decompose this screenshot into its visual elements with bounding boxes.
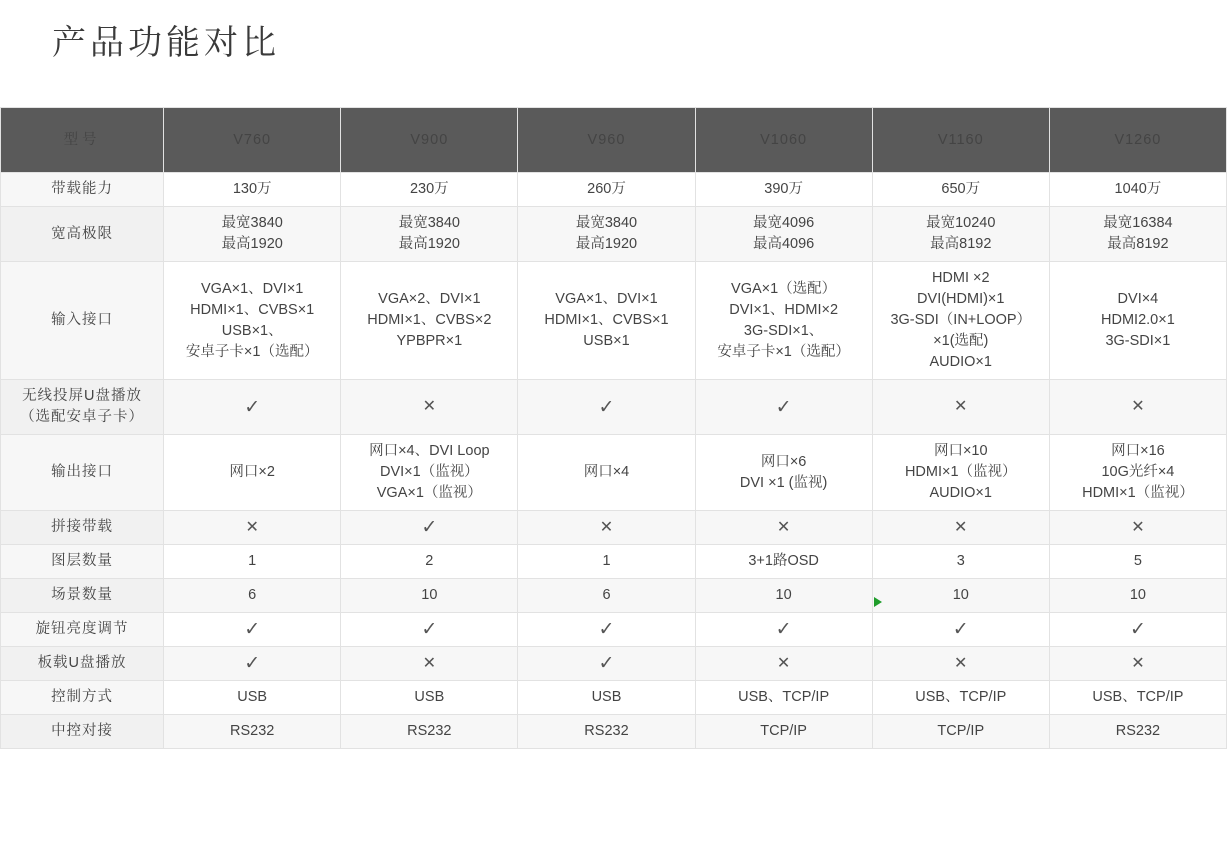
table-cell: 网口×16 10G光纤×4 HDMI×1（监视） (1049, 435, 1226, 511)
table-cell: USB (518, 681, 695, 715)
table-cell: 3 (872, 545, 1049, 579)
table-row (1, 262, 1227, 380)
table-cell: 2 (341, 545, 518, 579)
table-body (1, 173, 1227, 749)
table-row (1, 435, 1227, 511)
table-cell: 最宽3840 最高1920 (164, 207, 341, 262)
table-cell: ✓ (872, 613, 1049, 647)
table-cell: 10 (1049, 579, 1226, 613)
table-cell: 1 (164, 545, 341, 579)
table-cell: TCP/IP (695, 715, 872, 749)
table-cell: 最宽3840 最高1920 (518, 207, 695, 262)
table-header-row (1, 108, 1227, 173)
table-cell: ✕ (1049, 647, 1226, 681)
cursor-marker (874, 597, 882, 607)
table-cell: ✕ (341, 647, 518, 681)
table-cell: USB (341, 681, 518, 715)
row-label: 输出接口 (1, 435, 164, 511)
table-cell: 最宽3840 最高1920 (341, 207, 518, 262)
table-cell: HDMI ×2 DVI(HDMI)×1 3G-SDI（IN+LOOP） ×1(选配) AUDIO×1 (872, 262, 1049, 380)
table-cell: ✓ (695, 613, 872, 647)
table-row (1, 173, 1227, 207)
table-cell: ✕ (164, 511, 341, 545)
table-row (1, 207, 1227, 262)
table-cell: 最宽16384 最高8192 (1049, 207, 1226, 262)
table-cell: 390万 (695, 173, 872, 207)
table-cell: 10 (695, 579, 872, 613)
table-cell: RS232 (341, 715, 518, 749)
table-cell: 230万 (341, 173, 518, 207)
table-cell: 最宽10240 最高8192 (872, 207, 1049, 262)
table-cell: ✕ (341, 380, 518, 435)
table-cell: ✓ (164, 380, 341, 435)
table-cell: VGA×1、DVI×1 HDMI×1、CVBS×1 USB×1、 安卓子卡×1（选配） (164, 262, 341, 380)
row-label: 板载U盘播放 (1, 647, 164, 681)
table-cell: ✓ (1049, 613, 1226, 647)
table-cell: ✓ (341, 511, 518, 545)
row-label: 中控对接 (1, 715, 164, 749)
table-row (1, 579, 1227, 613)
header-cell-v760: V760 (164, 108, 341, 173)
table-cell: ✓ (341, 613, 518, 647)
table-cell: RS232 (164, 715, 341, 749)
table-cell: 3+1路OSD (695, 545, 872, 579)
row-label: 输入接口 (1, 262, 164, 380)
table-cell: 10 (341, 579, 518, 613)
row-label: 图层数量 (1, 545, 164, 579)
table-cell: ✓ (518, 647, 695, 681)
table-cell: 1 (518, 545, 695, 579)
table-header (1, 108, 1227, 173)
table-row (1, 511, 1227, 545)
table-cell: VGA×1（选配） DVI×1、HDMI×2 3G-SDI×1、 安卓子卡×1（选配） (695, 262, 872, 380)
table-cell: 6 (518, 579, 695, 613)
table-cell: ✓ (164, 613, 341, 647)
row-label: 宽高极限 (1, 207, 164, 262)
table-cell: 最宽4096 最高4096 (695, 207, 872, 262)
table-cell: DVI×4 HDMI2.0×1 3G-SDI×1 (1049, 262, 1226, 380)
table-cell: ✕ (872, 380, 1049, 435)
row-label: 旋钮亮度调节 (1, 613, 164, 647)
row-label: 无线投屏U盘播放 （选配安卓子卡） (1, 380, 164, 435)
table-cell: 网口×2 (164, 435, 341, 511)
table-cell: ✓ (164, 647, 341, 681)
header-cell-v900: V900 (341, 108, 518, 173)
table-row (1, 681, 1227, 715)
table-cell: 网口×4 (518, 435, 695, 511)
header-cell-v1160: V1160 (872, 108, 1049, 173)
table-cell: ✓ (518, 380, 695, 435)
table-cell: VGA×2、DVI×1 HDMI×1、CVBS×2 YPBPR×1 (341, 262, 518, 380)
table-cell: ✕ (518, 511, 695, 545)
table-cell: USB、TCP/IP (1049, 681, 1226, 715)
table-cell: 网口×6 DVI ×1 (监视) (695, 435, 872, 511)
header-cell-v1060: V1060 (695, 108, 872, 173)
table-cell: USB (164, 681, 341, 715)
table-cell: ✕ (695, 511, 872, 545)
header-cell-v1260: V1260 (1049, 108, 1226, 173)
row-label: 拼接带载 (1, 511, 164, 545)
table-cell: ✓ (695, 380, 872, 435)
table-row (1, 647, 1227, 681)
table-cell: 10 (872, 579, 1049, 613)
table-cell: 5 (1049, 545, 1226, 579)
table-cell: USB、TCP/IP (872, 681, 1049, 715)
table-cell: 1040万 (1049, 173, 1226, 207)
table-cell: RS232 (1049, 715, 1226, 749)
table-cell: USB、TCP/IP (695, 681, 872, 715)
page-title: 产品功能对比 (52, 24, 280, 62)
table-cell: ✕ (872, 511, 1049, 545)
row-label: 控制方式 (1, 681, 164, 715)
table-cell: 130万 (164, 173, 341, 207)
row-label: 带载能力 (1, 173, 164, 207)
header-cell-model: 型号 (1, 108, 164, 173)
table-cell: ✕ (1049, 380, 1226, 435)
table-cell: TCP/IP (872, 715, 1049, 749)
table-cell: 6 (164, 579, 341, 613)
table-cell: ✓ (518, 613, 695, 647)
table-row (1, 613, 1227, 647)
table-cell: ✕ (872, 647, 1049, 681)
header-cell-v960: V960 (518, 108, 695, 173)
table-cell: 260万 (518, 173, 695, 207)
product-comparison-table (0, 107, 1227, 749)
table-cell: 网口×4、DVI Loop DVI×1（监视） VGA×1（监视） (341, 435, 518, 511)
table-row (1, 715, 1227, 749)
table-cell: ✕ (695, 647, 872, 681)
table-row (1, 380, 1227, 435)
table-row (1, 545, 1227, 579)
table-cell: VGA×1、DVI×1 HDMI×1、CVBS×1 USB×1 (518, 262, 695, 380)
table-cell: ✕ (1049, 511, 1226, 545)
table-cell: 网口×10 HDMI×1（监视） AUDIO×1 (872, 435, 1049, 511)
row-label: 场景数量 (1, 579, 164, 613)
table-cell: RS232 (518, 715, 695, 749)
table-cell: 650万 (872, 173, 1049, 207)
